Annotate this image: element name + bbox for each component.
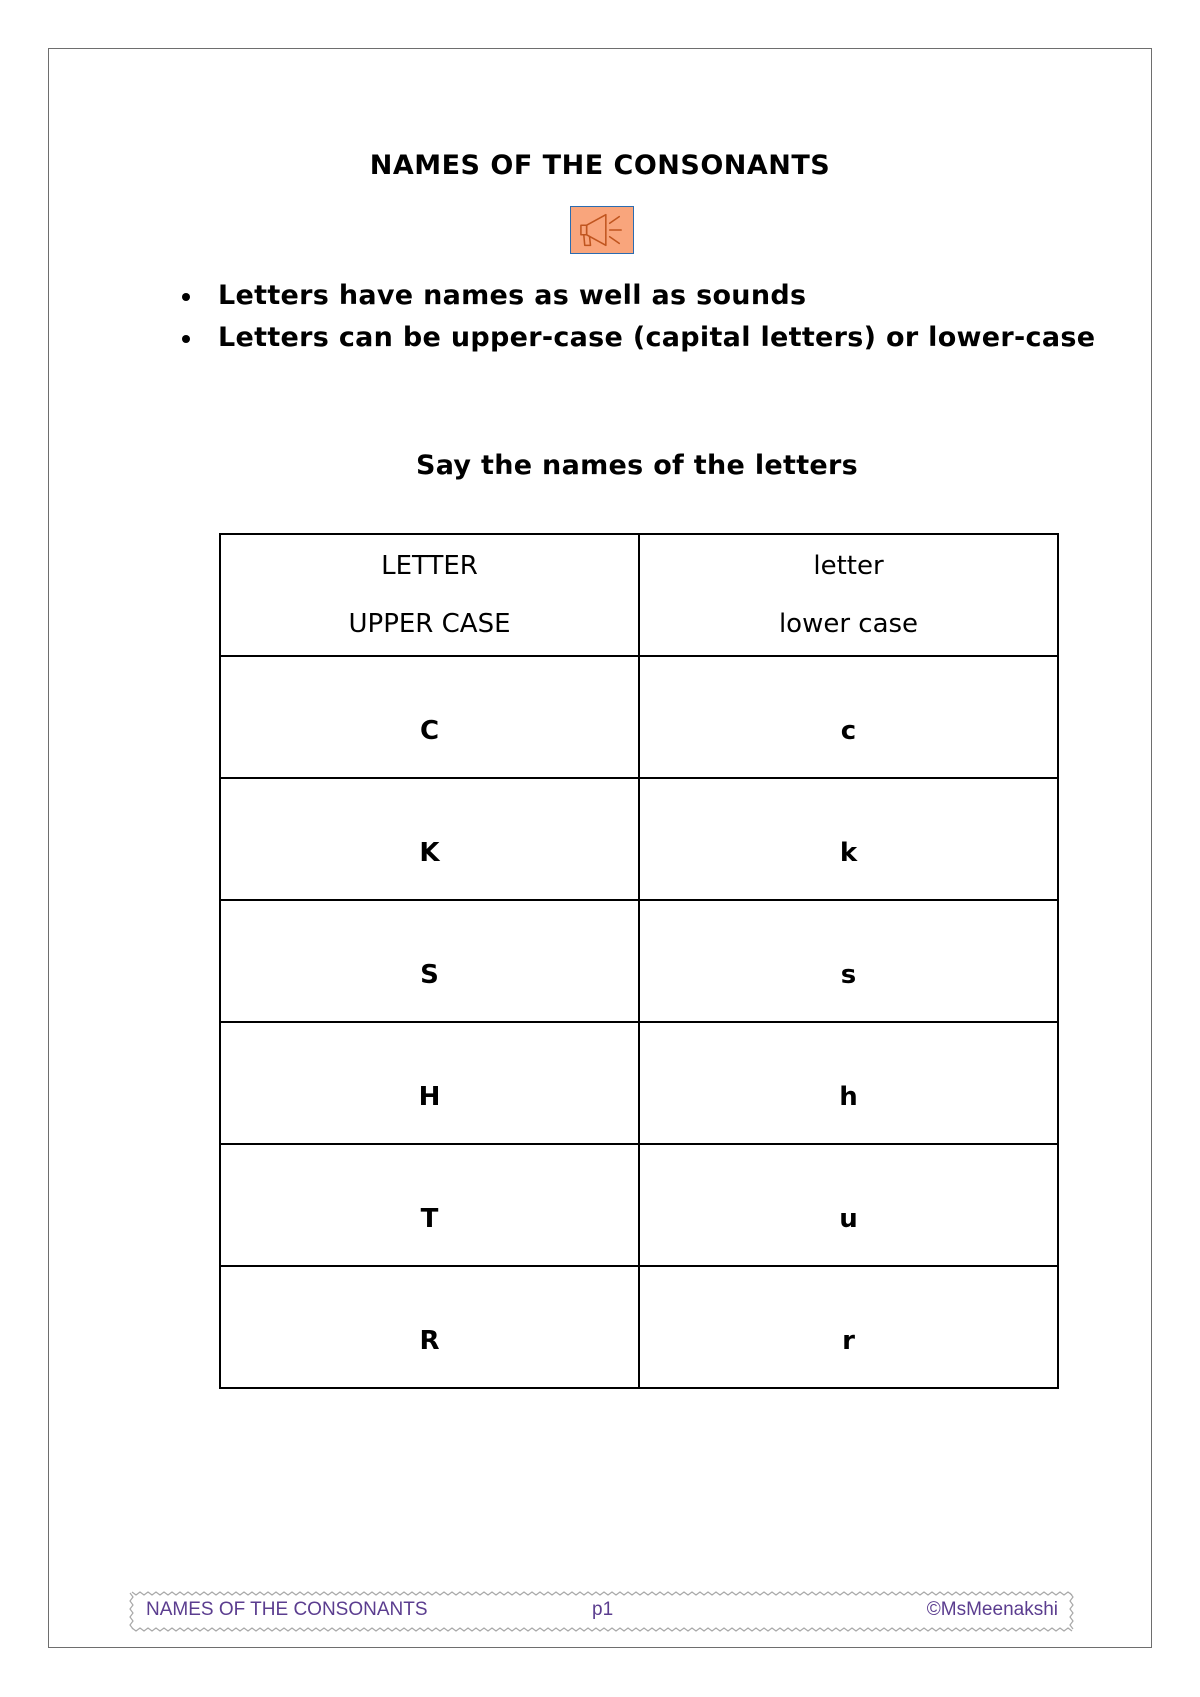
upper-letter-cell: K: [220, 778, 639, 900]
table-row: [220, 1144, 1058, 1266]
header-upper-case: [220, 534, 639, 656]
table-row: [220, 656, 1058, 778]
bullet-item: [170, 275, 1095, 317]
bullet-list: [170, 275, 1095, 359]
header-line: LETTER: [381, 551, 478, 581]
lower-letter-cell: r: [639, 1266, 1058, 1388]
header-line: UPPER CASE: [348, 609, 511, 639]
upper-letter-cell: C: [220, 656, 639, 778]
table-row: [220, 1022, 1058, 1144]
letters-table: [219, 533, 1059, 1389]
footer-copyright: ©MsMeenakshi: [926, 1599, 1058, 1620]
table-row: [220, 1266, 1058, 1388]
lower-letter-cell: s: [639, 900, 1058, 1022]
megaphone-glyph: [571, 207, 633, 253]
upper-letter-cell: S: [220, 900, 639, 1022]
lower-letter-cell: k: [639, 778, 1058, 900]
upper-letter-cell: R: [220, 1266, 639, 1388]
bullet-item: [170, 317, 1095, 359]
bullet-text: Letters can be upper-case (capital letters) or lower-case: [218, 322, 1096, 353]
lower-letter-cell: u: [639, 1144, 1058, 1266]
bullet-dot: [182, 293, 190, 301]
instruction-heading: Say the names of the letters: [415, 450, 859, 481]
header-lower-case: [639, 534, 1058, 656]
footer-page-number: p1: [592, 1599, 614, 1620]
table-row: [220, 778, 1058, 900]
bullet-text: Letters have names as well as sounds: [218, 280, 807, 311]
upper-letter-cell: H: [220, 1022, 639, 1144]
upper-letter-cell: T: [220, 1144, 639, 1266]
header-line: lower case: [778, 609, 919, 639]
megaphone-icon[interactable]: [570, 206, 634, 254]
header-line: letter: [813, 551, 884, 581]
lower-letter-cell: h: [639, 1022, 1058, 1144]
table-row: [220, 900, 1058, 1022]
footer-title: NAMES OF THE CONSONANTS: [146, 1599, 428, 1620]
table-header-row: [220, 534, 1058, 656]
page-footer: [128, 1590, 1076, 1634]
page-title: NAMES OF THE CONSONANTS: [369, 150, 831, 181]
bullet-dot: [182, 335, 190, 343]
lower-letter-cell: c: [639, 656, 1058, 778]
